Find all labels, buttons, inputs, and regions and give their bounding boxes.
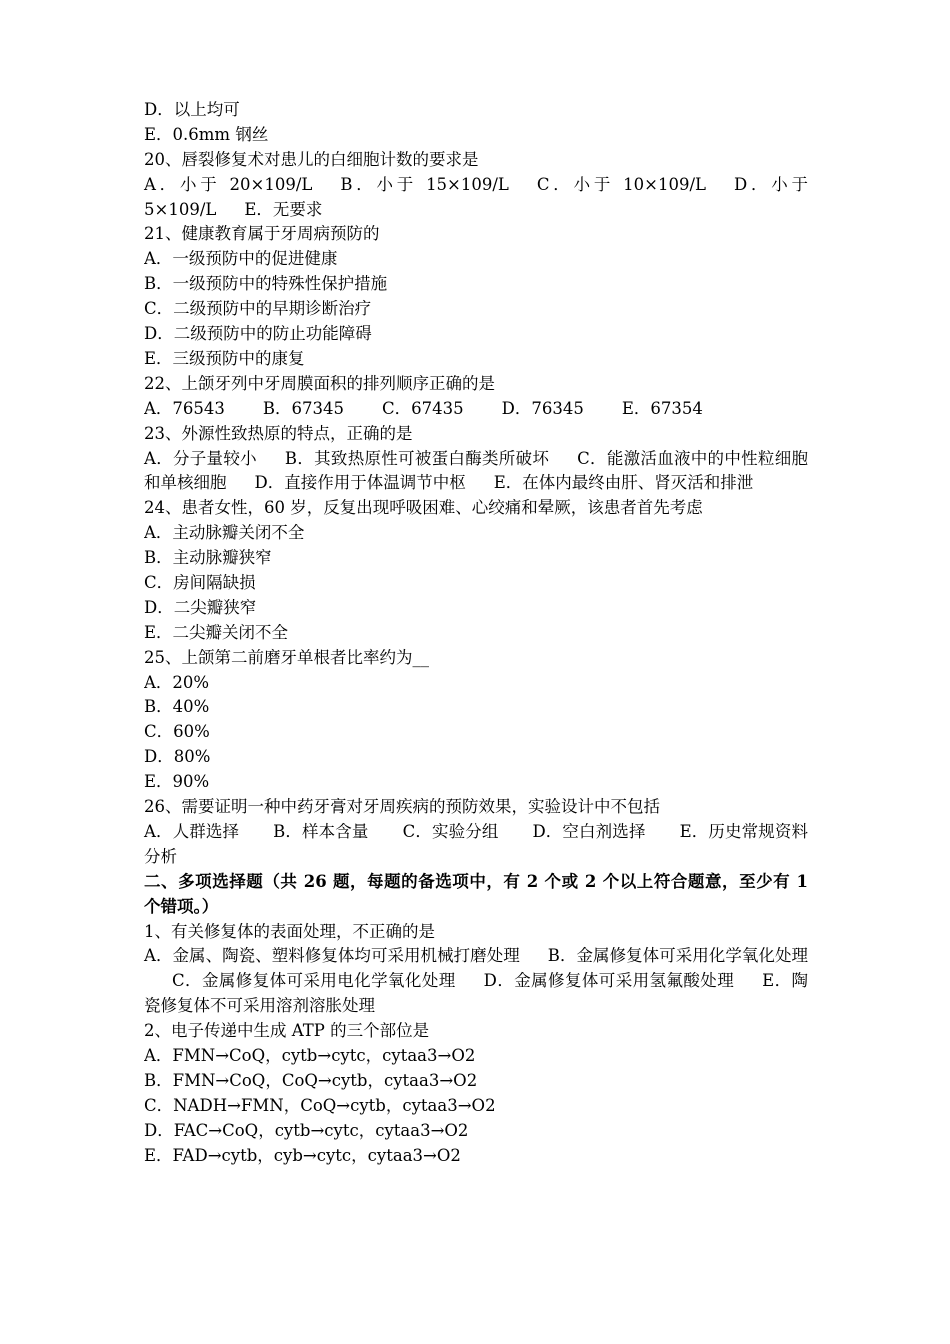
option-b: B．67345 <box>262 398 345 418</box>
option-d: D．80% <box>144 747 211 767</box>
question-21: 21、健康教育属于牙周病预防的 <box>144 224 380 244</box>
question-23: 23、外源性致热原的特点，正确的是 <box>144 423 413 443</box>
option-e: E．三级预防中的康复 <box>144 348 305 368</box>
option-d: D．空白剂选择 <box>532 821 646 841</box>
option-e: E．FAD→cytb，cyb→cytc，cytaa3→O2 <box>144 1145 461 1165</box>
option-a: A．FMN→CoQ，cytb→cytc，cytaa3→O2 <box>144 1046 476 1066</box>
option-c: C．能激活血液中的中性粒细胞和单核细胞 <box>144 448 808 493</box>
option-d: D．二级预防中的防止功能障碍 <box>144 324 372 344</box>
option-a: A．人群选择 <box>144 821 240 841</box>
question-m1: 1、有关修复体的表面处理，不正确的是 <box>144 921 435 941</box>
question-22: 22、上颌牙列中牙周膜面积的排列顺序正确的是 <box>144 373 495 393</box>
question-20-options <box>144 173 808 223</box>
question-26-options <box>144 820 808 870</box>
option-e: E．历史常规资料分析 <box>144 821 809 866</box>
option-d: D．金属修复体可采用氢氟酸处理 <box>483 971 735 991</box>
option-c: C．金属修复体可采用电化学氧化处理 <box>172 971 456 991</box>
option-c: C．60% <box>144 722 210 742</box>
option-a: A．20% <box>144 672 210 692</box>
question-23-options <box>144 447 808 497</box>
option-b: B．金属修复体可采用化学氧化处理 <box>547 946 808 966</box>
option-d: D．二尖瓣狭窄 <box>144 597 257 617</box>
option-c: C．实验分组 <box>402 821 499 841</box>
option-a: A．一级预防中的促进健康 <box>144 249 338 269</box>
option-b: B．FMN→CoQ，CoQ→cytb，cytaa3→O2 <box>144 1070 478 1090</box>
option-e: E．67354 <box>621 398 703 418</box>
question-24: 24、患者女性，60 岁，反复出现呼吸困难、心绞痛和晕厥，该患者首先考虑 <box>144 498 703 518</box>
option-d: D．小于 5×109/L <box>144 174 809 219</box>
option-a: A．主动脉瓣关闭不全 <box>144 523 305 543</box>
option-e: E．陶瓷修复体不可采用溶剂溶胀处理 <box>144 971 808 1016</box>
option-b: B．40% <box>144 697 210 717</box>
option-b: B．其致热原性可被蛋白酶类所破坏 <box>284 448 550 468</box>
section-heading: 二、多项选择题（共 26 题，每题的备选项中，有 2 个或 2 个以上符合题意，至少有 1 个错项。） <box>144 871 808 916</box>
question-m1-options <box>144 944 808 1019</box>
option-a: A．小于 20×109/L <box>144 174 313 194</box>
option-d: D．直接作用于体温调节中枢 <box>254 473 466 493</box>
document-page <box>144 98 808 1168</box>
option-d: D．76345 <box>501 398 584 418</box>
option-e: E．二尖瓣关闭不全 <box>144 622 289 642</box>
question-26: 26、需要证明一种中药牙膏对牙周疾病的预防效果，实验设计中不包括 <box>144 797 660 816</box>
option-b: B．主动脉瓣狭窄 <box>144 548 272 568</box>
option-c: C．NADH→FMN，CoQ→cytb，cytaa3→O2 <box>144 1095 496 1115</box>
option-e: E．无要求 <box>244 199 323 219</box>
question-25: 25、上颌第二前磨牙单根者比率约为__ <box>144 647 429 667</box>
option-a: A．分子量较小 <box>144 448 257 468</box>
question-20: 20、唇裂修复术对患儿的白细胞计数的要求是 <box>144 149 479 169</box>
option-b: B．一级预防中的特殊性保护措施 <box>144 274 388 294</box>
option-line: E．0.6mm 钢丝 <box>144 124 269 144</box>
option-c: C．67435 <box>382 398 464 418</box>
option-b: B．样本含量 <box>273 821 369 841</box>
option-e: E．在体内最终由肝、肾灭活和排泄 <box>493 473 754 493</box>
option-e: E．90% <box>144 772 210 792</box>
option-c: C．二级预防中的早期诊断治疗 <box>144 299 372 319</box>
option-line: D．以上均可 <box>144 100 240 119</box>
option-c: C．小于 10×109/L <box>536 174 706 194</box>
option-a: A．76543 <box>144 398 225 418</box>
option-b: B．小于 15×109/L <box>340 174 509 194</box>
option-a: A．金属、陶瓷、塑料修复体均可采用机械打磨处理 <box>144 946 520 966</box>
option-c: C．房间隔缺损 <box>144 572 256 592</box>
question-m2: 2、电子传递中生成 ATP 的三个部位是 <box>144 1021 430 1041</box>
option-d: D．FAC→CoQ，cytb→cytc，cytaa3→O2 <box>144 1120 469 1140</box>
question-22-options <box>144 397 808 422</box>
